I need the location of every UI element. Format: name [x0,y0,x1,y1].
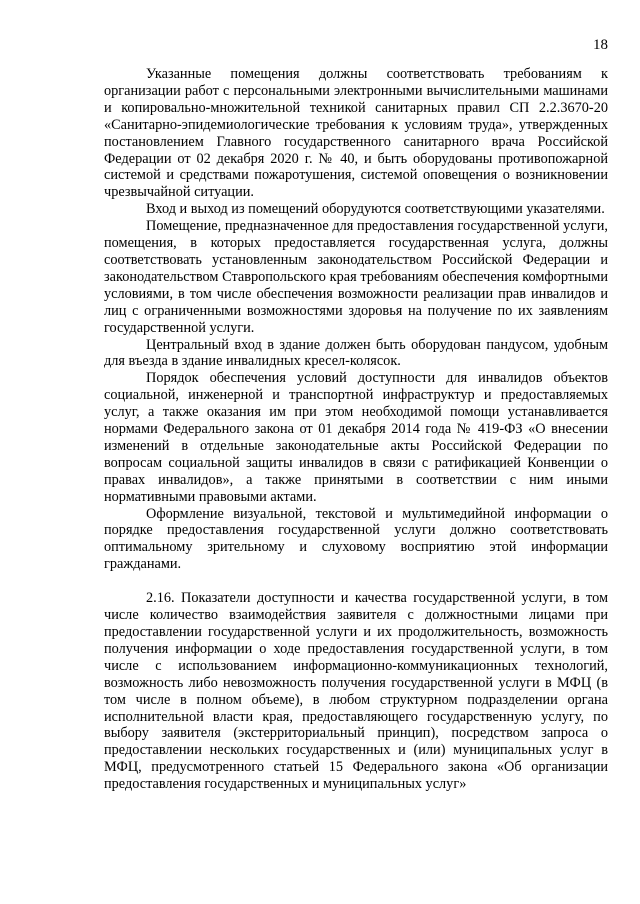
paragraph-accessibility-premises: Помещение, предназначенное для предоставления государственной услуги, помещения, в которых предоставляется государственная услуга, должны соответствовать установленным законодательством Российской Федерации и законодательством Ставропольского края требованиям обеспечения комфортными условиями, в том числе обеспечения возможности реализации прав инвалидов и лиц с ограниченными возможностями здоровья на получение по их заявлениям государственной услуги. [104,218,608,336]
paragraph-central-entrance-ramp: Центральный вход в здание должен быть оборудован пандусом, удобным для въезда в здание инвалидных кресел-колясок. [104,336,608,370]
paragraph-section-2-16: 2.16. Показатели доступности и качества государственной услуги, в том числе количество взаимодействия заявителя с должностными лицами при предоставлении государственной услуги и их продолжительность, возможность получения информации о ходе предоставления государственной услуги, в том числе с использованием информационно-коммуникационных технологий, возможность либо невозможность получения государственной услуги в МФЦ (в том числе в полном объеме), в любом структурном подразделении органа исполнительной власти края, предоставляющего государственную услугу, по выбору заявителя (экстерриториальный принцип), посредством запроса о предоставлении нескольких государственных и (или) муниципальных услуг в МФЦ, предусмотренного статьей 15 Федерального закона «Об организации предоставления государственных и муниципальных услуг» [104,590,608,793]
paragraph-premises-requirements: Указанные помещения должны соответствовать требованиям к организации работ с персональными электронными вычислительными машинами и копировально-множительной техникой санитарных правил СП 2.2.3670-20 «Санитарно-эпидемиологические требования к условиям труда», утвержденных постановлением Главного государственного санитарного врача Российской Федерации от 02 декабря 2020 г. № 40, и быть оборудованы противопожарной системой и средствами пожаротушения, системой оповещения о возникновении чрезвычайной ситуации. [104,66,608,201]
paragraph-accessibility-procedure: Порядок обеспечения условий доступности для инвалидов объектов социальной, инженерной и транспортной инфраструктур и предоставляемых услуг, а также оказания им при этом необходимой помощи устанавливается нормами Федерального закона от 01 декабря 2014 года № 419-ФЗ «О внесении изменений в отдельные законодательные акты Российской Федерации по вопросам социальной защиты инвалидов в связи с ратификацией Конвенции о правах инвалидов», а также принятыми в соответствии с ним иными нормативными правовыми актами. [104,370,608,505]
paragraph-entrance-signs: Вход и выход из помещений оборудуются соответствующими указателями. [146,201,605,218]
document-body [104,66,608,793]
page-number: 18 [593,37,608,53]
paragraph-information-design: Оформление визуальной, текстовой и мультимедийной информации о порядке предоставления государственной услуги должно соответствовать оптимальному зрительному и слуховому восприятию этой информации гражданами. [104,505,608,573]
